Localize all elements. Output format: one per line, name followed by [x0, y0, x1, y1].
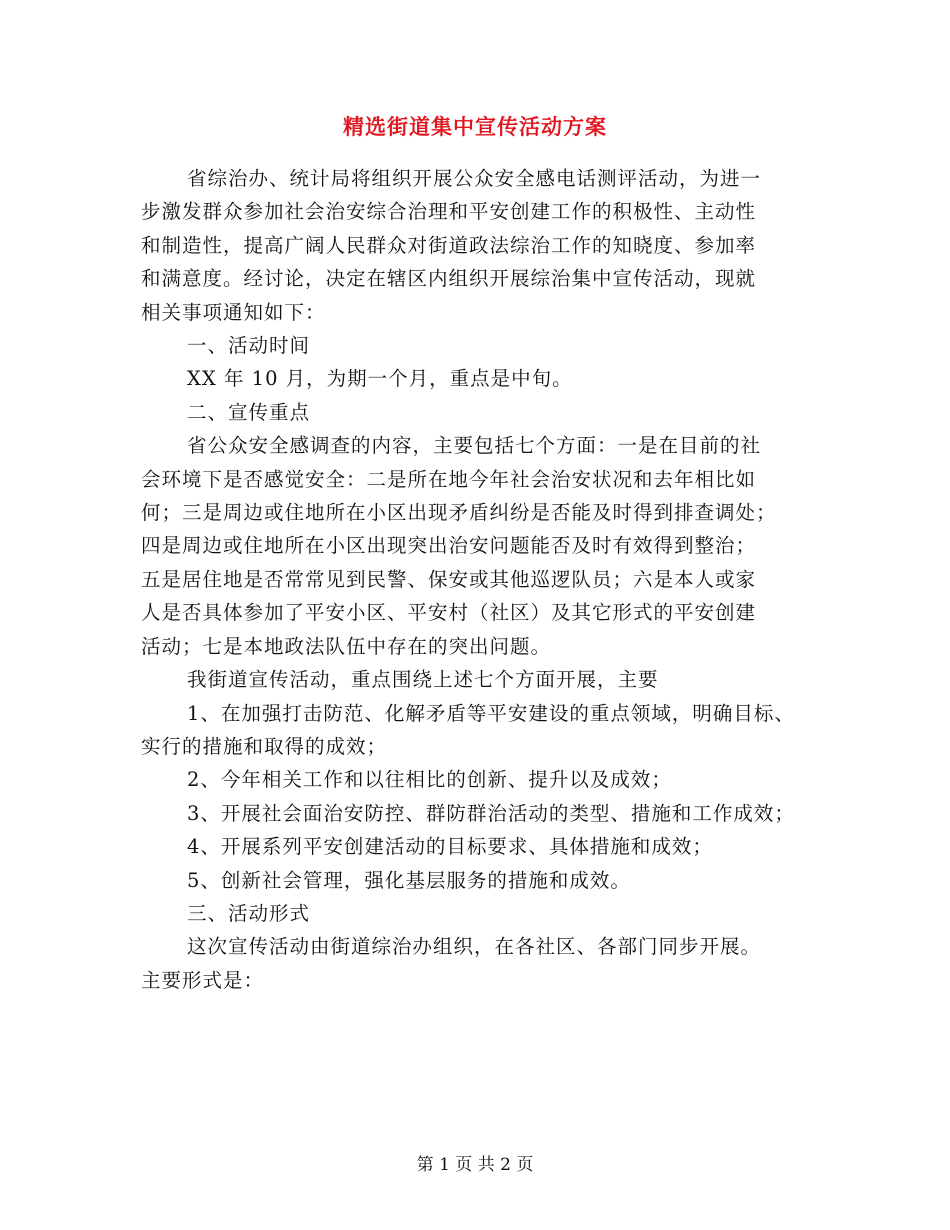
- paragraph-time: [141, 362, 813, 395]
- section-heading-form: [141, 897, 813, 930]
- text-line: 省公众安全感调查的内容，主要包括七个方面：一是在目前的社: [187, 434, 762, 458]
- text-line: 活动；七是本地政法队伍中存在的突出问题。: [141, 634, 552, 658]
- document-body: [141, 162, 813, 997]
- list-item: [141, 763, 813, 796]
- list-item: [141, 797, 813, 830]
- list-item: [141, 697, 813, 764]
- text-line: 和制造性，提高广阔人民群众对街道政法综治工作的知晓度、参加率: [141, 233, 757, 257]
- text-line: 2、今年相关工作和以往相比的创新、提升以及成效；: [187, 768, 672, 792]
- text-line: 这次宣传活动由街道综治办组织，在各社区、各部门同步开展。: [187, 935, 762, 959]
- text-line: 四是周边或住地所在小区出现突出治安问题能否及时有效得到整治；: [141, 534, 757, 558]
- text-line: 4、开展系列平安创建活动的目标要求、具体措施和成效；: [187, 835, 713, 859]
- text-line: 1、在加强打击防范、化解矛盾等平安建设的重点领域，明确目标、: [187, 701, 795, 725]
- text-line: 步激发群众参加社会治安综合治理和平安创建工作的积极性、主动性: [141, 200, 757, 224]
- text-line: 和满意度。经讨论，决定在辖区内组织开展综治集中宣传活动，现就: [141, 267, 757, 291]
- heading-text: 二、宣传重点: [187, 400, 311, 424]
- paragraph-form: [141, 930, 813, 997]
- text-line: 主要形式是：: [141, 968, 265, 992]
- text-line: 五是居住地是否常常见到民警、保安或其他巡逻队员；六是本人或家: [141, 567, 757, 591]
- list-item: [141, 864, 813, 897]
- text-line: 省综治办、统计局将组织开展公众安全感电话测评活动，为进一: [187, 167, 762, 190]
- section-heading-focus: [141, 396, 813, 429]
- heading-text: 三、活动形式: [187, 901, 311, 925]
- paragraph-focus: [141, 429, 813, 663]
- text-line: 何；三是周边或住地所在小区出现矛盾纠纷是否能及时得到排查调处；: [141, 501, 777, 525]
- list-item: [141, 830, 813, 863]
- text-line: 3、开展社会面治安防控、群防群治活动的类型、措施和工作成效；: [187, 801, 795, 825]
- text-line: 相关事项通知如下：: [141, 300, 326, 324]
- text-line: 会环境下是否感觉安全：二是所在地今年社会治安状况和去年相比如: [141, 467, 757, 491]
- section-heading-time: [141, 329, 813, 362]
- paragraph-intro: [141, 162, 813, 329]
- paragraph-campaign: [141, 663, 813, 696]
- text-line: XX 年 10 月，为期一个月，重点是中旬。: [187, 367, 573, 391]
- text-line: 实行的措施和取得的成效；: [141, 734, 388, 758]
- text-line: 人是否具体参加了平安小区、平安村（社区）及其它形式的平安创建: [141, 601, 757, 625]
- page-footer: [0, 1153, 950, 1177]
- page-number: 第 1 页 共 2 页: [416, 1155, 534, 1175]
- document-title: 精选街道集中宣传活动方案: [343, 114, 607, 139]
- heading-text: 一、活动时间: [187, 334, 311, 358]
- text-line: 我街道宣传活动，重点围绕上述七个方面开展，主要: [187, 668, 659, 692]
- text-line: 5、创新社会管理，强化基层服务的措施和成效。: [187, 868, 631, 892]
